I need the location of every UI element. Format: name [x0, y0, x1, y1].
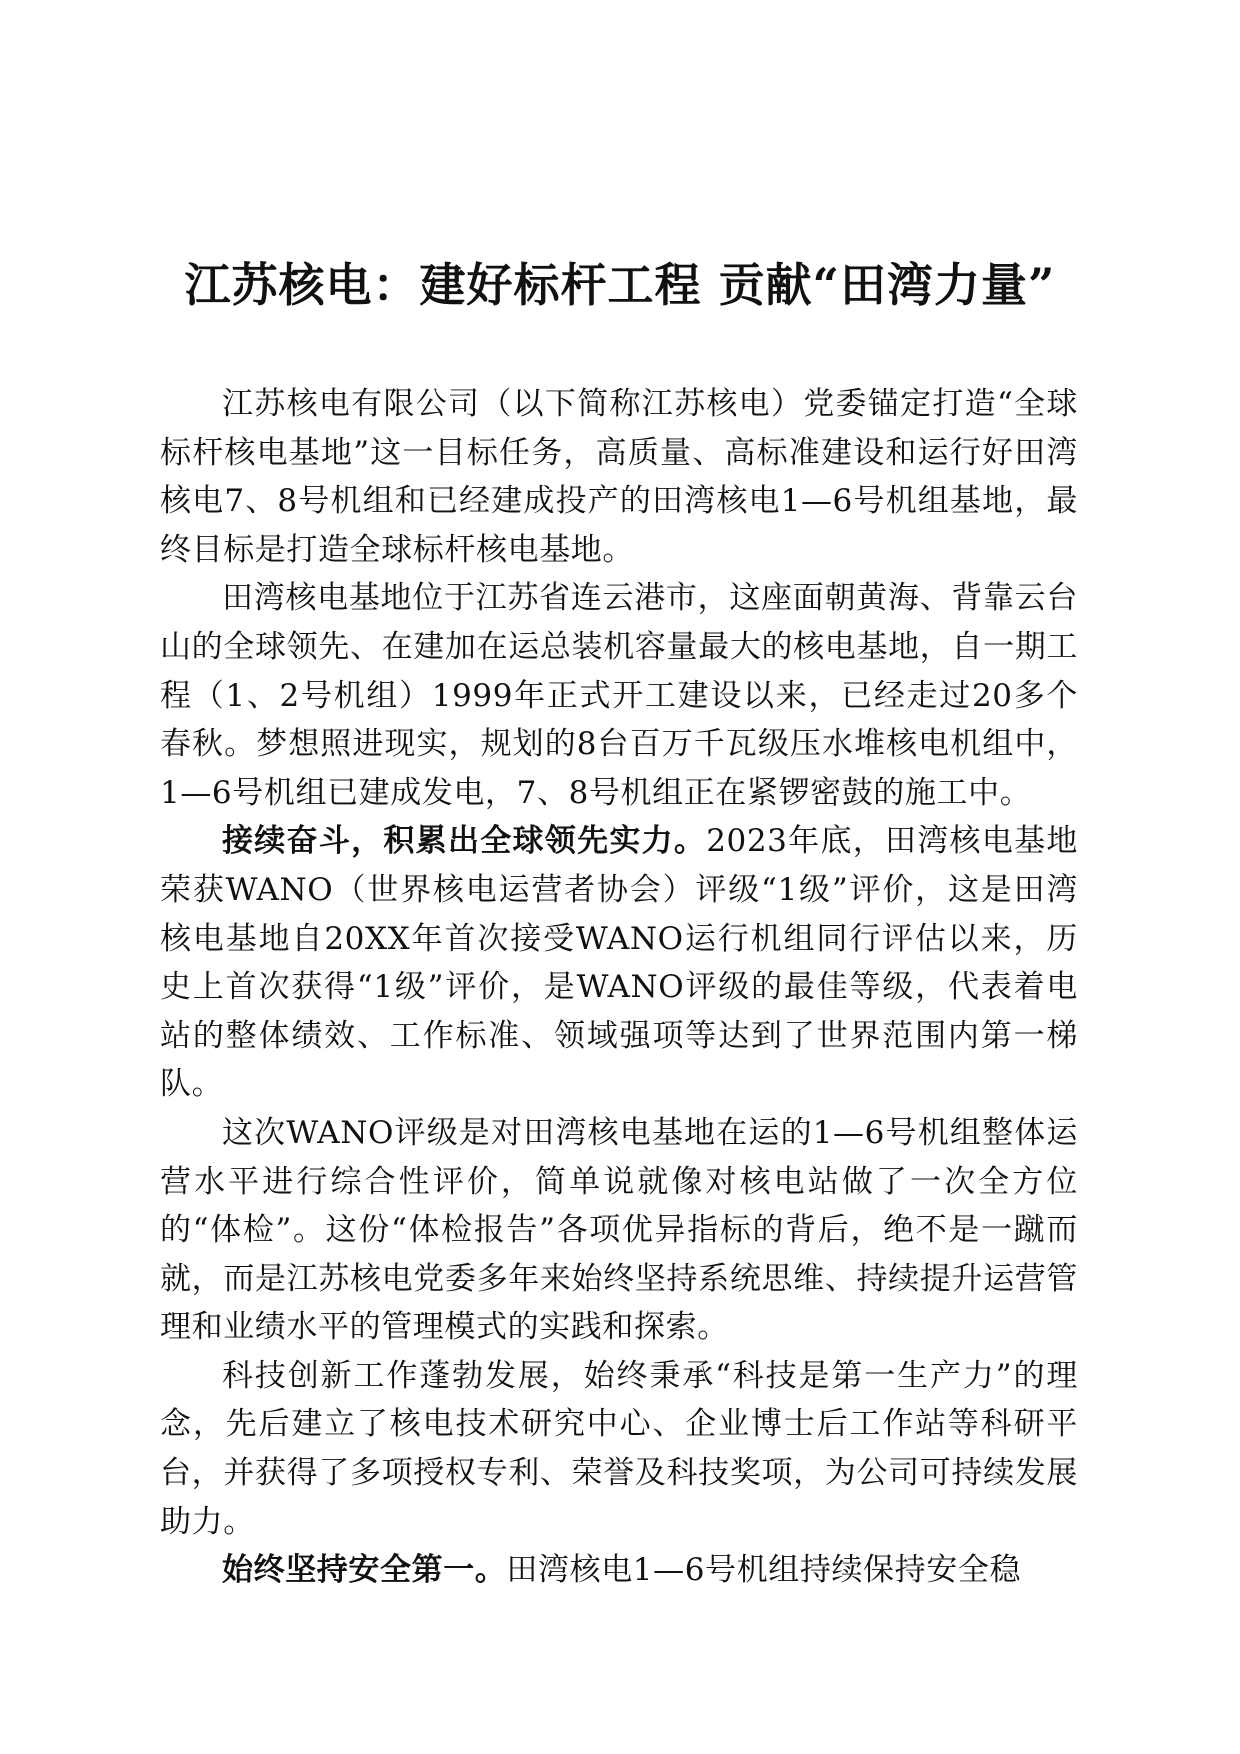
paragraph-lead-heading: 始终坚持安全第一。	[222, 1552, 507, 1589]
paragraph-6	[160, 1546, 1078, 1595]
paragraph-1	[160, 380, 1078, 574]
paragraph-text: 田湾核电基地位于江苏省连云港市，这座面朝黄海、背靠云台山的全球领先、在建加在运总装机容量最大的核电基地，自一期工程（1、2号机组）1999年正式开工建设以来，已经走过20多个春秋。梦想照进现实，规划的8台百万千瓦级压水堆核电机组中，1—6号机组已建成发电，7、8号机组正在紧锣密鼓的施工中。	[160, 580, 1078, 811]
paragraph-2	[160, 574, 1078, 817]
document-title: 江苏核电：建好标杆工程 贡献“田湾力量”	[184, 258, 1056, 312]
paragraph-text: 2023年底，田湾核电基地荣获WANO（世界核电运营者协会）评级“1级”评价，这是田湾核电基地自20XX年首次接受WANO运行机组同行评估以来，历史上首次获得“1级”评价，是WANO评级的最佳等级，代表着电站的整体绩效、工作标准、领域强项等达到了世界范围内第一梯队。	[160, 823, 1078, 1103]
paragraph-text: 这次WANO评级是对田湾核电基地在运的1—6号机组整体运营水平进行综合性评价，简单说就像对核电站做了一次全方位的“体检”。这份“体检报告”各项优异指标的背后，绝不是一蹴而就，而是江苏核电党委多年来始终坚持系统思维、持续提升运营管理和业绩水平的管理模式的实践和探索。	[160, 1114, 1078, 1346]
document-body	[160, 380, 1078, 1595]
paragraph-5	[160, 1352, 1078, 1546]
paragraph-lead-heading: 接续奋斗，积累出全球领先实力。	[222, 823, 707, 860]
paragraph-text: 江苏核电有限公司（以下简称江苏核电）党委锚定打造“全球标杆核电基地”这一目标任务，高质量、高标准建设和运行好田湾核电7、8号机组和已经建成投产的田湾核电1—6号机组基地，最终目标是打造全球标杆核电基地。	[160, 386, 1078, 568]
paragraph-text: 科技创新工作蓬勃发展，始终秉承“科技是第一生产力”的理念，先后建立了核电技术研究中心、企业博士后工作站等科研平台，并获得了多项授权专利、荣誉及科技奖项，为公司可持续发展助力。	[160, 1357, 1078, 1540]
paragraph-3	[160, 817, 1078, 1109]
paragraph-4	[160, 1109, 1078, 1352]
paragraph-text: 田湾核电1—6号机组持续保持安全稳	[506, 1552, 1022, 1589]
